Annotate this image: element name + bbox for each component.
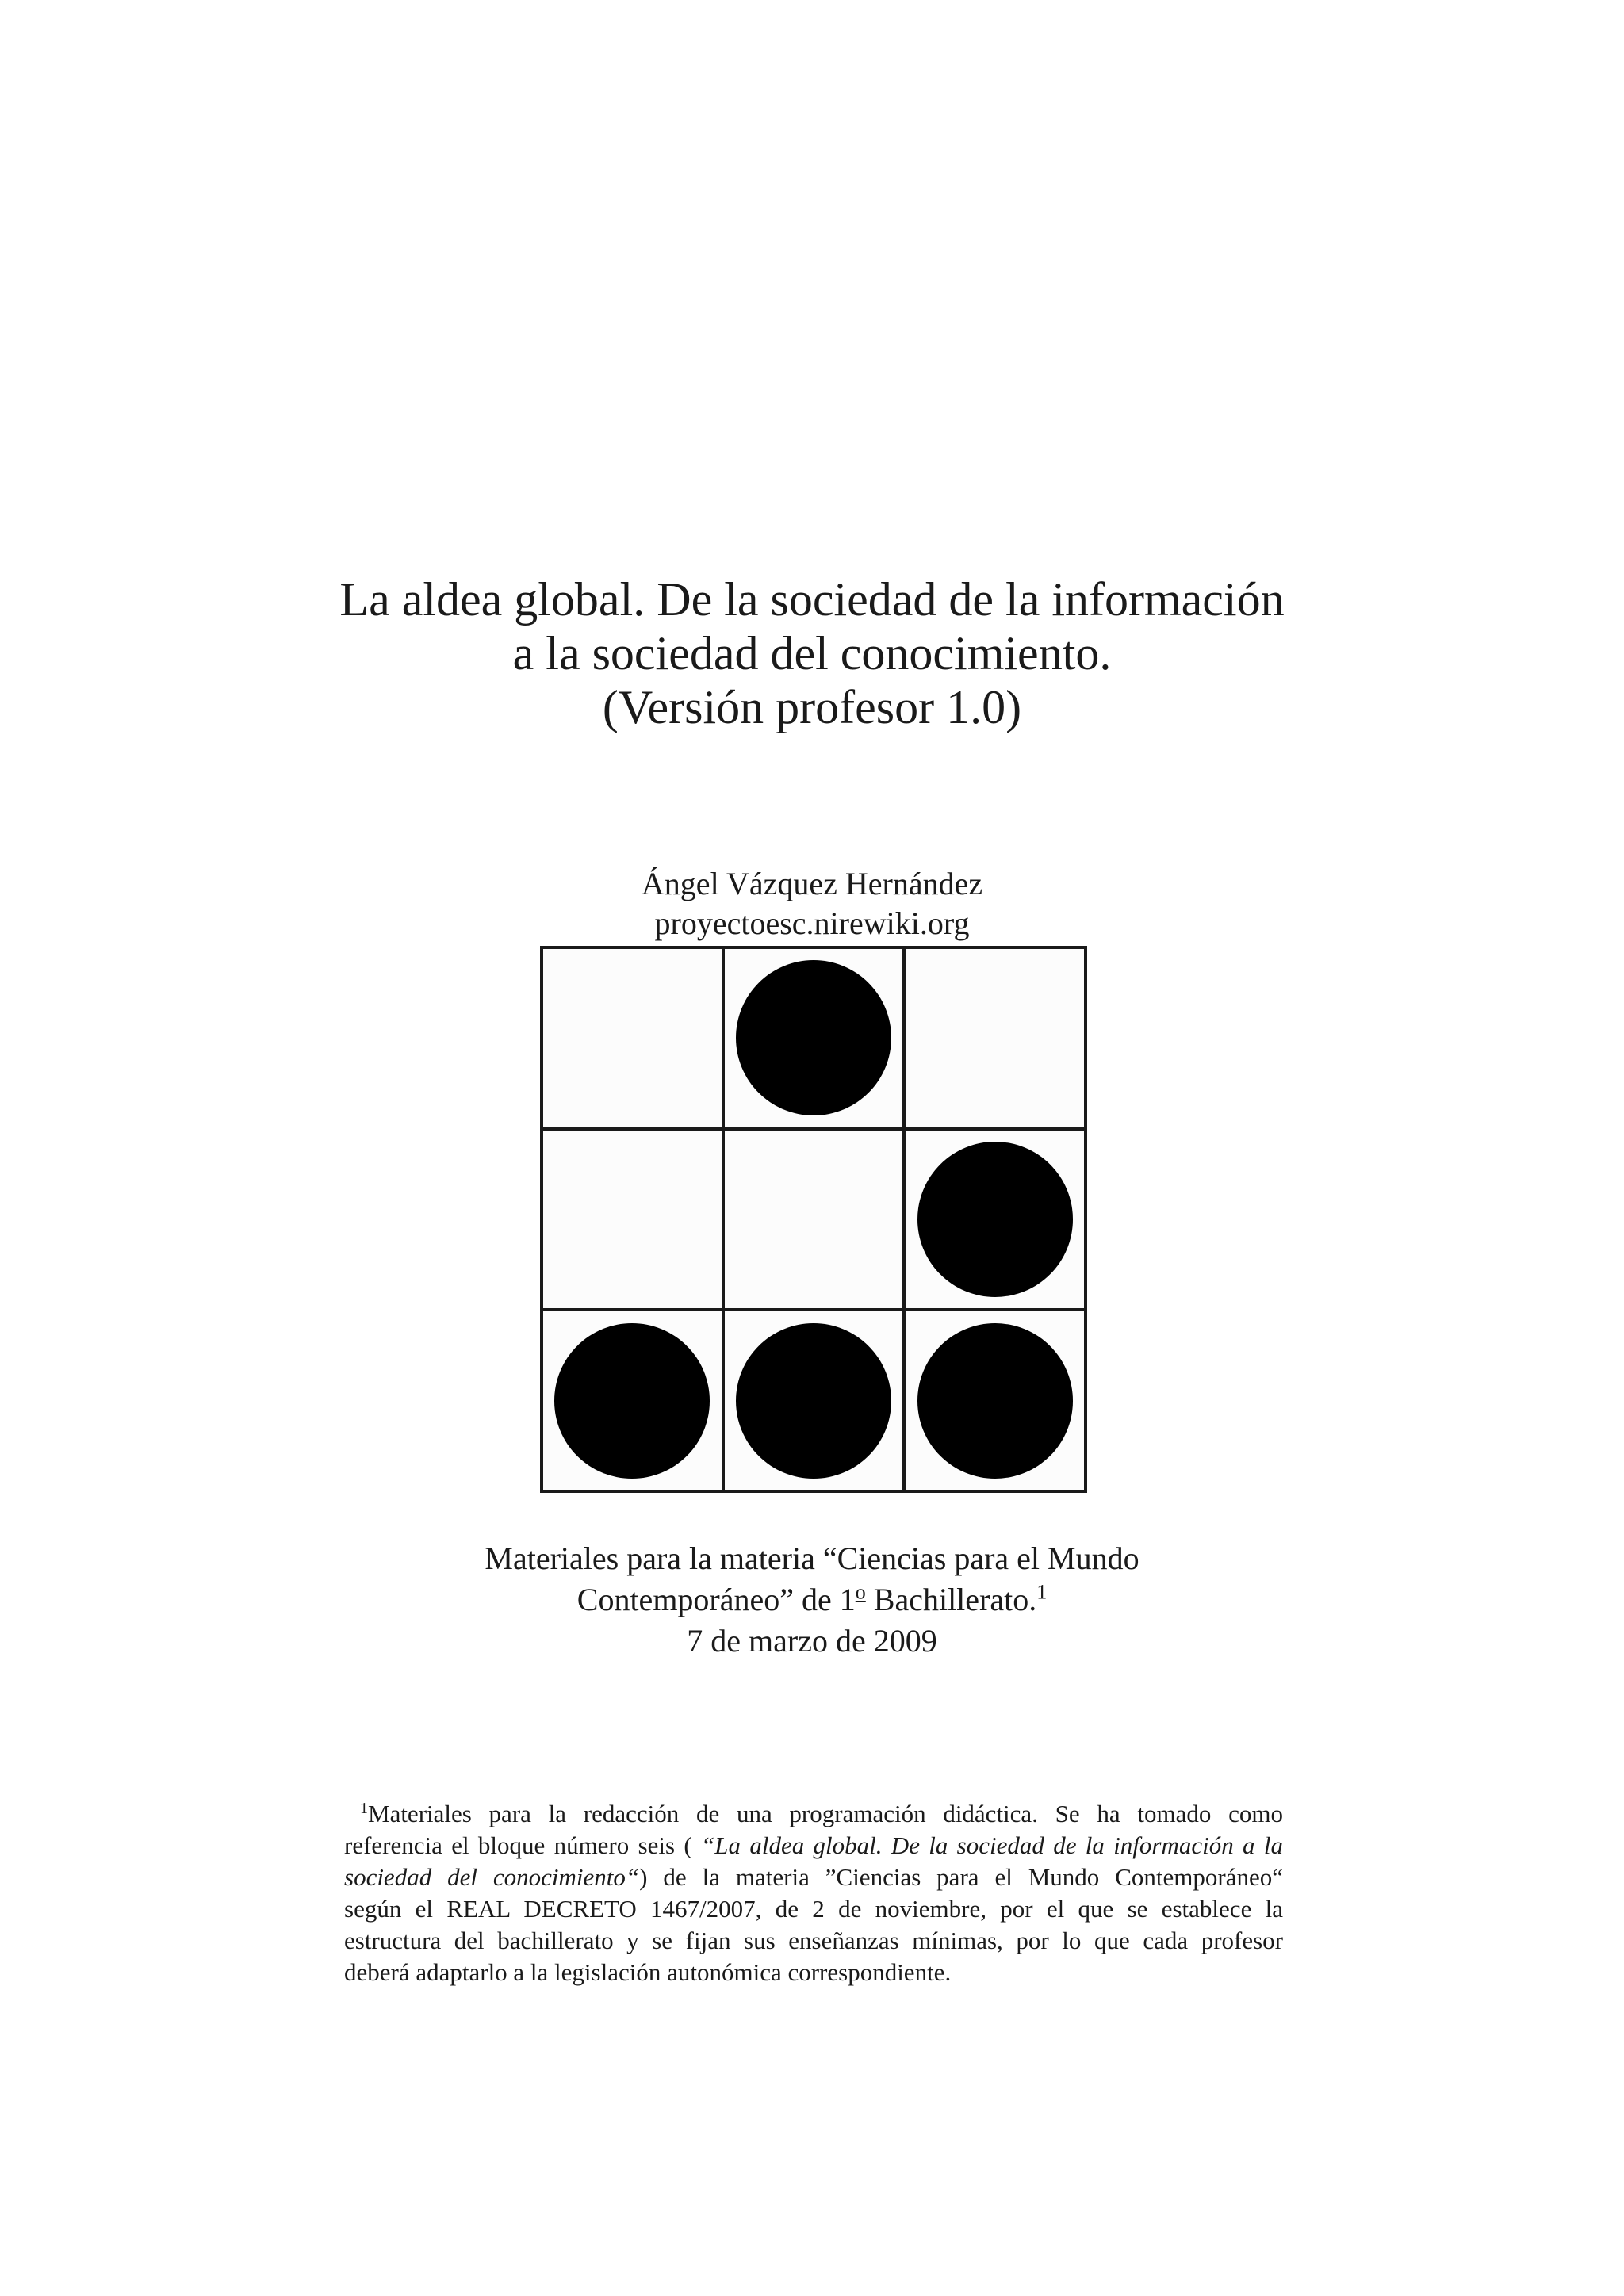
footnote-line-6: deberá adaptarlo a la legislación autonómica correspondiente. — [344, 1958, 952, 1986]
materials-line-1: Materiales para la materia “Ciencias para el Mundo — [485, 1540, 1139, 1576]
materials-line-2-text: Contemporáneo” de 1 — [576, 1582, 856, 1617]
logo-dot — [917, 1142, 1073, 1297]
logo-dot — [736, 960, 891, 1115]
footnote — [344, 1798, 1283, 1988]
materials-line-2-rest: Bachillerato. — [865, 1582, 1037, 1617]
materials-line-2 — [0, 1579, 1624, 1621]
glider-logo — [540, 946, 1087, 1493]
logo-cell — [906, 1311, 1084, 1490]
footnote-text-2a: referencia el bloque número seis ( — [344, 1831, 702, 1859]
logo-cell — [906, 949, 1084, 1127]
footnote-text-3b: ) de la materia ”Ciencias para el Mundo Contemporáneo“ — [639, 1863, 1283, 1891]
logo-cell — [725, 949, 903, 1127]
logo-dot — [736, 1323, 891, 1479]
title-line-2: a la sociedad del conocimiento. — [512, 627, 1112, 679]
logo-cell — [725, 1131, 903, 1309]
logo-cell — [906, 1131, 1084, 1309]
footnote-line-3 — [344, 1862, 1283, 1893]
author-info — [0, 864, 1624, 943]
logo-cell — [543, 1311, 722, 1490]
footnote-line-1 — [344, 1798, 1283, 1830]
footnote-mark: 1 — [360, 1799, 368, 1817]
author-website: proyectoesc.nirewiki.org — [654, 905, 970, 941]
logo-cell — [543, 949, 722, 1127]
document-title — [0, 572, 1624, 734]
materials-info — [0, 1538, 1624, 1662]
footnote-text-1: Materiales para la redacción de una programación didáctica. Se ha tomado como — [368, 1800, 1283, 1827]
logo-cell — [543, 1131, 722, 1309]
author-name: Ángel Vázquez Hernández — [641, 866, 983, 901]
footnote-line-5: estructura del bachillerato y se fijan sus enseñanzas mínimas, por lo que cada profesor — [344, 1927, 1283, 1954]
logo-cell — [725, 1311, 903, 1490]
footnote-text-2b: “La aldea global. De la sociedad de la información a la — [701, 1831, 1283, 1859]
footnote-line-2 — [344, 1830, 1283, 1862]
footnote-line-4: según el REAL DECRETO 1467/2007, de 2 de noviembre, por el que se establece la — [344, 1895, 1283, 1923]
logo-dot — [917, 1323, 1073, 1479]
ordinal-indicator: o — [855, 1580, 866, 1604]
logo-dot — [554, 1323, 710, 1479]
document-date: 7 de marzo de 2009 — [687, 1623, 937, 1659]
footnote-text-3a: sociedad del conocimiento“ — [344, 1863, 640, 1891]
title-line-3: (Versión profesor 1.0) — [602, 681, 1022, 733]
footnote-reference: 1 — [1036, 1580, 1048, 1604]
title-line-1: La aldea global. De la sociedad de la información — [339, 573, 1285, 626]
